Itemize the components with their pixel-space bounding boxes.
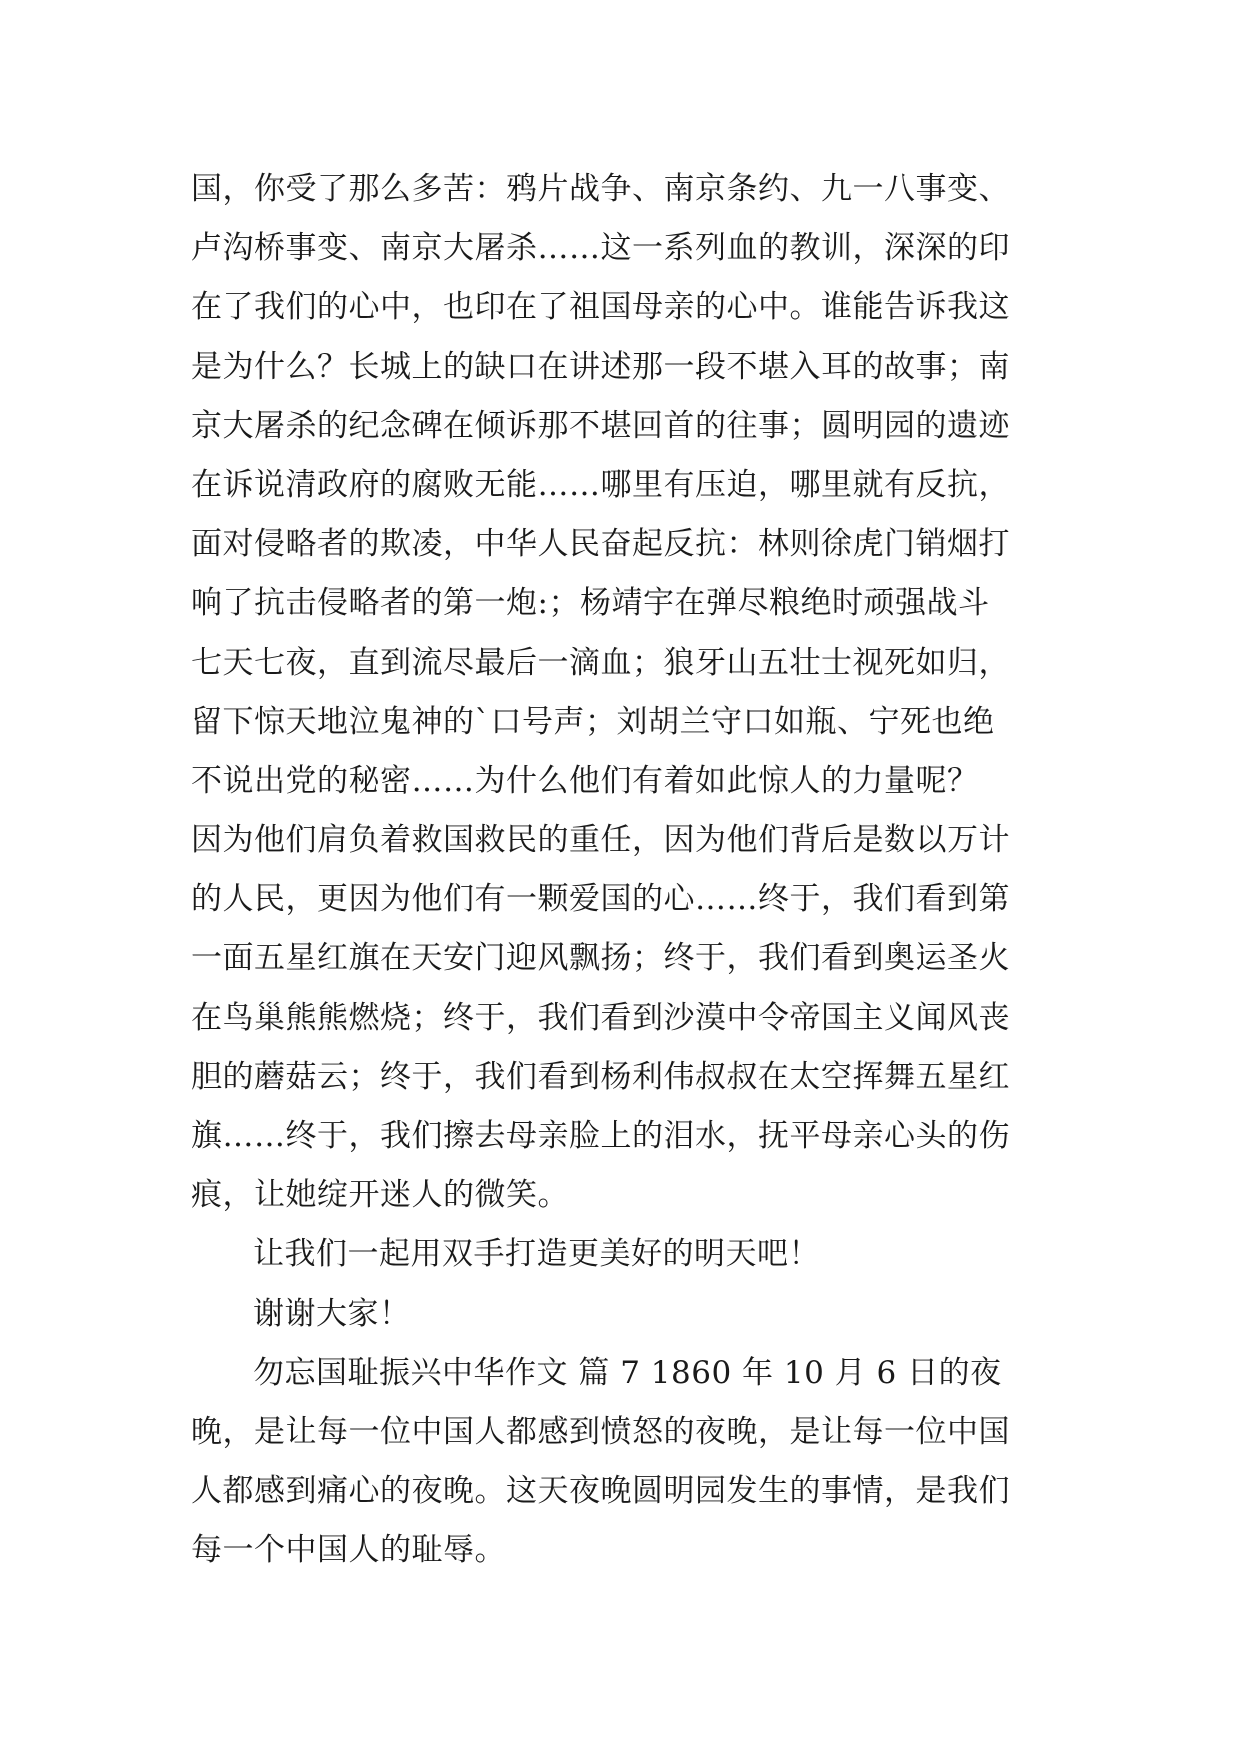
text-line: 响了抗击侵略者的第一炮:；杨靖宇在弹尽粮绝时顽强战斗 [191, 585, 990, 622]
document-body [191, 160, 1061, 1581]
text-line: 七天七夜，直到流尽最后一滴血；狼牙山五壮士视死如归， [191, 644, 1010, 681]
section-heading-line: 勿忘国耻振兴中华作文 篇 7 1860 年 10 月 6 日的夜 [253, 1354, 1002, 1391]
text-line: 旗……终于，我们擦去母亲脸上的泪水，抚平母亲心头的伤 [191, 1118, 1010, 1154]
paragraph-line: 谢谢大家！ [253, 1295, 411, 1332]
text-line: 痕，让她绽开迷人的微笑。 [191, 1177, 569, 1214]
text-line: 晚，是让每一位中国人都感到愤怒的夜晚，是让每一位中国 [191, 1413, 1010, 1450]
text-line: 是为什么？长城上的缺口在讲述那一段不堪入耳的故事；南 [191, 348, 1010, 385]
text-line: 在了我们的心中，也印在了祖国母亲的心中。谁能告诉我这 [191, 289, 1010, 326]
text-line: 京大屠杀的纪念碑在倾诉那不堪回首的往事；圆明园的遗迹 [191, 407, 1010, 444]
text-line: 留下惊天地泣鬼神的`口号声；刘胡兰守口如瓶、宁死也绝 [191, 703, 995, 740]
text-line: 的人民，更因为他们有一颗爱国的心……终于，我们看到第 [191, 881, 1010, 918]
text-line: 人都感到痛心的夜晚。这天夜晚圆明园发生的事情，是我们 [191, 1473, 1010, 1510]
paragraph-line: 让我们一起用双手打造更美好的明天吧！ [253, 1236, 820, 1273]
text-line: 不说出党的秘密……为什么他们有着如此惊人的力量呢？ [191, 762, 979, 799]
text-line: 面对侵略者的欺凌，中华人民奋起反抗：林则徐虎门销烟打 [191, 526, 1010, 563]
text-line: 卢沟桥事变、南京大屠杀……这一系列血的教训，深深的印 [191, 230, 1010, 267]
text-line: 胆的蘑菇云；终于，我们看到杨利伟叔叔在太空挥舞五星红 [191, 1058, 1010, 1095]
text-line: 在鸟巢熊熊燃烧；终于，我们看到沙漠中令帝国主义闻风丧 [191, 999, 1010, 1036]
text-line: 一面五星红旗在天安门迎风飘扬；终于，我们看到奥运圣火 [191, 940, 1010, 977]
text-line: 国，你受了那么多苦：鸦片战争、南京条约、九一八事变、 [191, 171, 1010, 207]
text-line: 每一个中国人的耻辱。 [191, 1532, 506, 1569]
text-line: 在诉说清政府的腐败无能……哪里有压迫，哪里就有反抗， [191, 466, 1010, 503]
text-line: 因为他们肩负着救国救民的重任，因为他们背后是数以万计 [191, 822, 1010, 859]
